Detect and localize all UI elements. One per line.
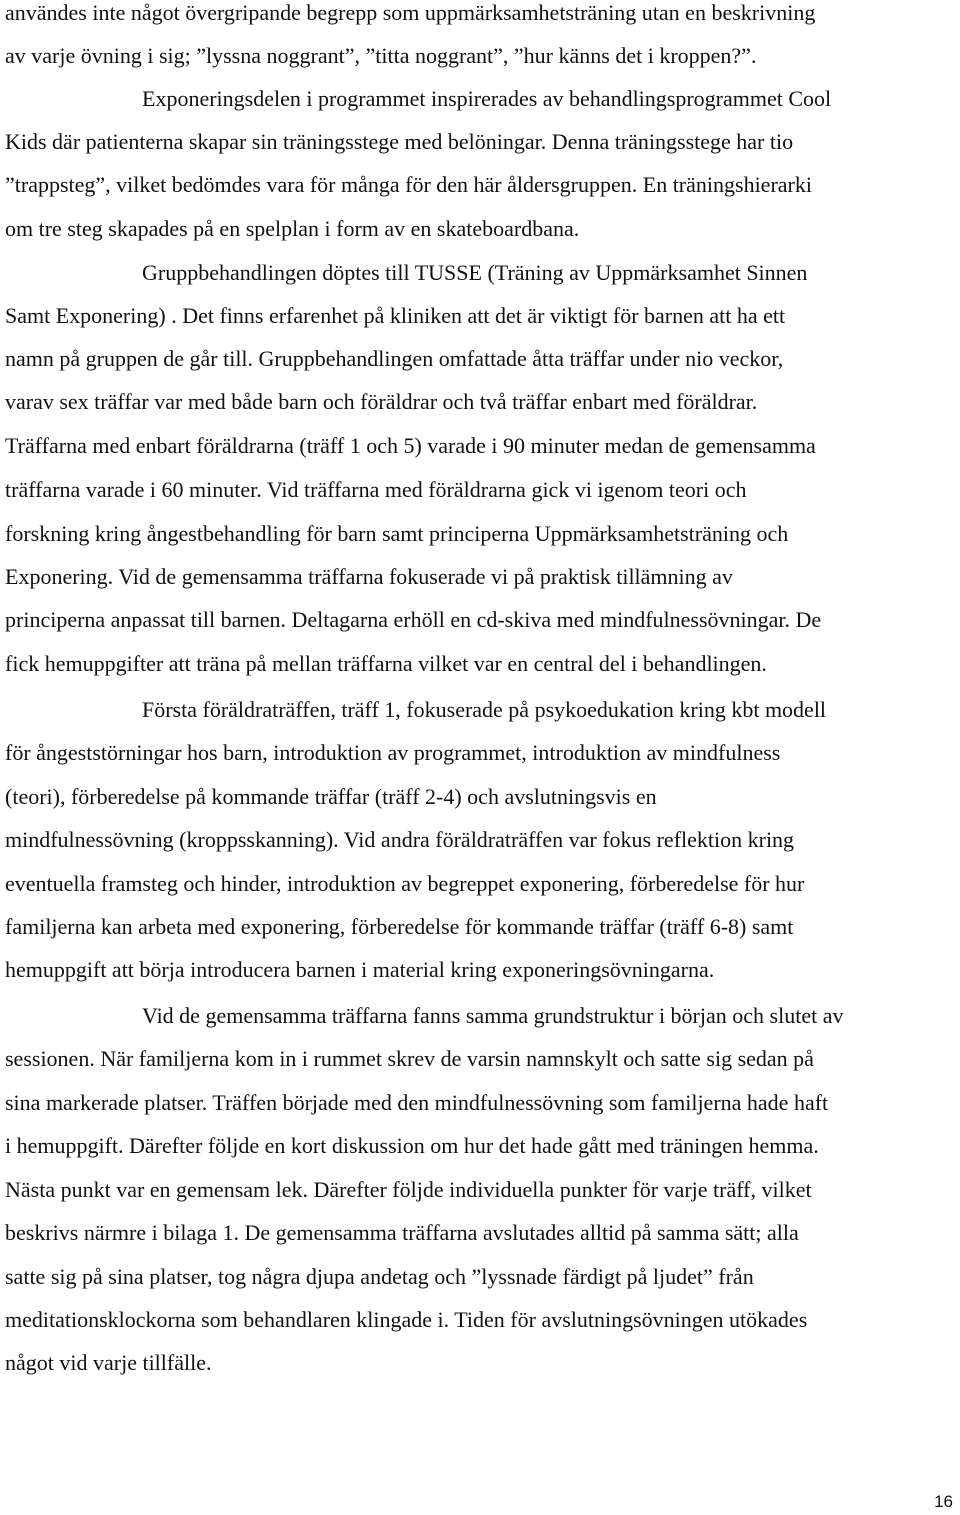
text-line-23: hemuppgift att börja introducera barnen i material kring exponeringsövningarna. <box>5 957 715 982</box>
text-line-11: Träffarna med enbart föräldrarna (träff 1 och 5) varade i 90 minuter medan de gemensamma <box>5 433 816 458</box>
text-line-4: Kids där patienterna skapar sin träningsstege med belöningar. Denna träningsstege har tio <box>5 129 794 154</box>
text-line-7: Gruppbehandlingen döptes till TUSSE (Träning av Uppmärksamhet Sinnen <box>142 260 808 285</box>
text-line-32: något vid varje tillfälle. <box>5 1350 212 1375</box>
text-line-17: Första föräldraträffen, träff 1, fokuserade på psykoedukation kring kbt modell <box>142 697 827 722</box>
text-line-15: principerna anpassat till barnen. Deltagarna erhöll en cd-skiva med mindfulnessövningar. De <box>5 607 822 632</box>
text-line-25: sessionen. När familjerna kom in i rummet skrev de varsin namnskylt och satte sig sedan på <box>5 1046 814 1071</box>
text-line-1: användes inte något övergripande begrepp som uppmärksamhetsträning utan en beskrivning <box>5 0 816 25</box>
text-line-29: beskrivs närmre i bilaga 1. De gemensamma träffarna avslutades alltid på samma sätt; alla <box>5 1220 799 1245</box>
text-line-20: mindfulnessövning (kroppsskanning). Vid andra föräldraträffen var fokus reflektion kring <box>5 827 795 852</box>
text-line-22: familjerna kan arbeta med exponering, förberedelse för kommande träffar (träff 6-8) samt <box>5 914 794 939</box>
text-line-2: av varje övning i sig; ”lyssna noggrant”, ”titta noggrant”, ”hur känns det i kroppen?”. <box>5 43 757 68</box>
text-line-3: Exponeringsdelen i programmet inspirerades av behandlingsprogrammet Cool <box>142 86 832 111</box>
text-line-30: satte sig på sina platser, tog några djupa andetag och ”lyssnade färdigt på ljudet” från <box>5 1264 754 1289</box>
text-line-16: fick hemuppgifter att träna på mellan träffarna vilket var en central del i behandlingen. <box>5 651 767 676</box>
text-line-13: forskning kring ångestbehandling för barn samt principerna Uppmärksamhetsträning och <box>5 521 789 546</box>
text-line-18: för ångeststörningar hos barn, introduktion av programmet, introduktion av mindfulness <box>5 740 781 765</box>
text-line-21: eventuella framsteg och hinder, introduktion av begreppet exponering, förberedelse för hur <box>5 871 805 896</box>
text-line-26: sina markerade platser. Träffen började med den mindfulnessövning som familjerna hade haft <box>5 1090 829 1115</box>
text-line-12: träffarna varade i 60 minuter. Vid träffarna med föräldrarna gick vi igenom teori och <box>5 477 747 502</box>
text-line-19: (teori), förberedelse på kommande träffar (träff 2-4) och avslutningsvis en <box>5 784 657 809</box>
page-number: 16 <box>934 1492 953 1511</box>
text-line-8: Samt Exponering) . Det finns erfarenhet på kliniken att det är viktigt för barnen att ha ett <box>5 303 786 328</box>
text-line-5: ”trappsteg”, vilket bedömdes vara för många för den här åldersgruppen. En träningshierarki <box>5 172 812 197</box>
text-line-9: namn på gruppen de går till. Gruppbehandlingen omfattade åtta träffar under nio veckor, <box>5 346 784 371</box>
text-line-6: om tre steg skapades på en spelplan i form av en skateboardbana. <box>5 216 580 241</box>
text-line-14: Exponering. Vid de gemensamma träffarna fokuserade vi på praktisk tillämning av <box>5 564 733 589</box>
text-line-10: varav sex träffar var med både barn och föräldrar och två träffar enbart med föräldrar. <box>5 389 758 414</box>
text-line-28: Nästa punkt var en gemensam lek. Därefter följde individuella punkter för varje träff, vilket <box>5 1177 812 1202</box>
text-line-27: i hemuppgift. Därefter följde en kort diskussion om hur det hade gått med träningen hemma. <box>5 1133 819 1158</box>
text-line-24: Vid de gemensamma träffarna fanns samma grundstruktur i början och slutet av <box>142 1003 844 1028</box>
text-line-31: meditationsklockorna som behandlaren klingade i. Tiden för avslutningsövningen utökades <box>5 1307 808 1332</box>
